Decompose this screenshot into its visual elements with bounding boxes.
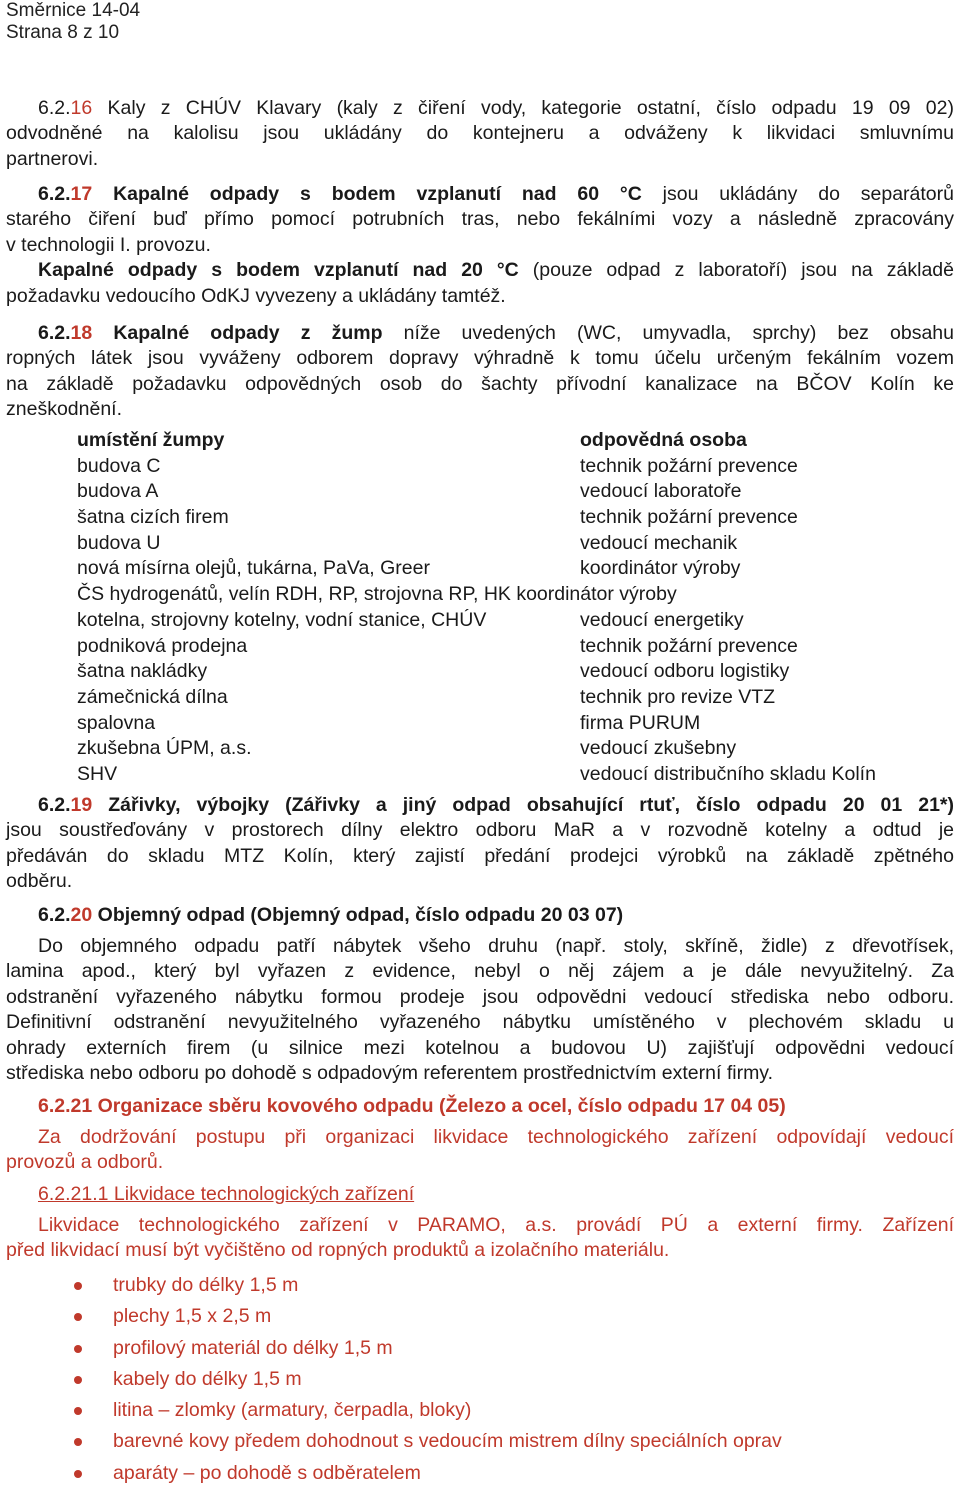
- cesspool-table: [77, 428, 957, 788]
- table-cell: šatna nakládky: [77, 660, 208, 683]
- section-title: Zářivky, výbojky (Zářivky a jiný odpad obsahující rtuť, číslo odpadu 20 01 21*): [92, 794, 954, 816]
- column-header-location: umístění žumpy: [77, 429, 225, 451]
- section-6-2-18: [6, 321, 954, 423]
- section-number-suffix: 16: [70, 97, 93, 119]
- document-id: Směrnice 14-04: [6, 0, 141, 21]
- list-item: [0, 1395, 960, 1426]
- list-item: [0, 1270, 960, 1301]
- section-text: střediska nebo odboru po dohodě s odpadovým referentem prostřednictvím externí firmy.: [6, 1062, 774, 1085]
- section-text: lamina apod., který byl vyřazen z evidence, nebyl o něj zájem a je dále nevyužitelný. Za: [6, 960, 954, 983]
- bullet-icon: [74, 1438, 82, 1446]
- section-text: ohrady externích firem (u silnice mezi kotelnou a budovou U) zajišťují odpovědni vedoucí: [6, 1036, 954, 1059]
- section-text: zneškodnění.: [6, 398, 123, 421]
- section-6-2-20-body: [6, 934, 954, 1086]
- list-item-text: aparáty – po dohodě s odběratelem: [113, 1461, 421, 1484]
- table-cell: kotelna, strojovny kotelny, vodní stanice, CHÚV: [77, 608, 487, 631]
- page-header: [6, 0, 140, 44]
- section-text: v technologii I. provozu.: [6, 233, 211, 256]
- subsection-title: 6.2.21.1 Likvidace technologických zařízení: [38, 1183, 415, 1205]
- section-number: 6.2.: [38, 97, 71, 119]
- section-text: odvodněné na kalolisu jsou ukládány do kontejneru a odváženy k likvidaci smluvnímu: [6, 122, 954, 145]
- bullet-icon: [74, 1470, 82, 1478]
- table-cell: budova A: [77, 480, 159, 503]
- table-cell: budova C: [77, 454, 161, 477]
- section-text: odstranění vyřazeného nábytku formou prodeje jsou odpovědni vedoucí střediska nebo odboru.: [6, 985, 954, 1008]
- table-cell: vedoucí laboratoře: [580, 480, 742, 503]
- bullet-icon: [74, 1313, 82, 1321]
- section-title: 6.2.21 Organizace sběru kovového odpadu (Železo a ocel, číslo odpadu 17 04 05): [38, 1095, 786, 1117]
- section-text: Za dodržování postupu při organizaci likvidace technologického zařízení odpovídají vedoucí: [38, 1126, 954, 1148]
- table-row: [77, 711, 957, 737]
- table-cell: ČS hydrogenátů, velín RDH, RP, strojovna RP, HK koordinátor výroby: [77, 583, 677, 606]
- page-number: Strana 8 z 10: [6, 22, 120, 43]
- list-item: [0, 1333, 960, 1364]
- section-6-2-21-1: [6, 1182, 954, 1207]
- table-row: [77, 736, 957, 762]
- table-row: [77, 582, 957, 608]
- section-number: 6.2.: [38, 794, 71, 816]
- section-number: 6.2.: [38, 904, 71, 926]
- table-cell: vedoucí mechanik: [580, 531, 738, 554]
- table-cell: technik požární prevence: [580, 454, 798, 477]
- table-cell: nová mísírna olejů, tukárna, PaVa, Greer: [77, 557, 430, 580]
- table-cell: technik požární prevence: [580, 634, 798, 657]
- list-item: [0, 1458, 960, 1489]
- section-number: 6.2.: [38, 183, 71, 205]
- list-item: [0, 1364, 960, 1395]
- section-text: níže uvedených (WC, umyvadla, sprchy) bez obsahu: [382, 322, 954, 344]
- section-6-2-21-body: [6, 1125, 954, 1176]
- table-row: [77, 531, 957, 557]
- section-title: Kapalné odpady s bodem vzplanutí nad 60 °C: [92, 183, 642, 205]
- section-title: Kapalné odpady z žump: [92, 322, 383, 344]
- table-cell: budova U: [77, 531, 161, 554]
- section-text: Kaly z CHÚV Klavary (kaly z čiření vody, kategorie ostatní, číslo odpadu 19 09 02): [92, 97, 954, 119]
- table-cell: koordinátor výroby: [580, 557, 741, 580]
- table-cell: firma PURUM: [580, 711, 701, 734]
- table-header: [77, 428, 957, 454]
- section-6-2-16: [6, 96, 954, 172]
- section-number-suffix: 19: [70, 794, 93, 816]
- table-row: [77, 659, 957, 685]
- section-number-suffix: 17: [70, 183, 93, 205]
- list-item: [0, 1301, 960, 1332]
- section-text: odběru.: [6, 870, 73, 893]
- section-text: starého čiření buď přímo pomocí potrubních tras, nebo fekálními vozy a následně zpracovány: [6, 208, 954, 231]
- section-text: Definitivní odstranění nevyužitelného vyřazeného nábytku umístěného v plechovém skladu u: [6, 1011, 954, 1034]
- bullet-icon: [74, 1345, 82, 1353]
- list-item-text: profilový materiál do délky 1,5 m: [113, 1336, 393, 1359]
- table-cell: technik požární prevence: [580, 506, 798, 529]
- section-text: provozů a odborů.: [6, 1151, 164, 1174]
- bullet-list: [0, 1270, 960, 1489]
- table-cell: zámečnická dílna: [77, 685, 228, 708]
- table-row: [77, 634, 957, 660]
- section-text: Do objemného odpadu patří nábytek všeho druhu (např. stoly, skříně, židle) z dřevotřísek,: [38, 935, 954, 957]
- column-header-responsible: odpovědná osoba: [580, 429, 747, 451]
- list-item-text: plechy 1,5 x 2,5 m: [113, 1305, 272, 1328]
- table-cell: technik pro revize VTZ: [580, 685, 776, 708]
- table-row: [77, 556, 957, 582]
- table-cell: vedoucí zkušebny: [580, 737, 737, 760]
- section-6-2-21: [6, 1094, 954, 1119]
- section-text: požadavku vedoucího OdKJ vyvezeny a ukládány tamtéž.: [6, 284, 506, 307]
- section-text: jsou soustřeďovány v prostorech dílny elektro odboru MaR a v rozvodně kotelny a odtud je: [6, 819, 954, 842]
- table-row: [77, 454, 957, 480]
- section-subtitle: Kapalné odpady s bodem vzplanutí nad 20 °C: [38, 259, 519, 282]
- list-item: [0, 1426, 960, 1457]
- section-number-suffix: 20: [70, 904, 93, 926]
- section-text: na základě požadavku odpovědných osob do šachty přívodní kanalizace na BČOV Kolín ke: [6, 372, 954, 395]
- section-text: předáván do skladu MTZ Kolín, který zajistí předání prodejci výrobků na základě zpětného: [6, 844, 954, 867]
- list-item-text: litina – zlomky (armatury, čerpadla, bloky): [113, 1399, 472, 1422]
- list-item-text: trubky do délky 1,5 m: [113, 1274, 299, 1296]
- table-row: [77, 762, 957, 788]
- table-cell: spalovna: [77, 711, 156, 734]
- table-cell: vedoucí distribučního skladu Kolín: [580, 762, 876, 785]
- section-title: Objemný odpad (Objemný odpad, číslo odpadu 20 03 07): [92, 904, 624, 926]
- table-cell: SHV: [77, 762, 118, 785]
- section-text: jsou ukládány do separátorů: [641, 183, 954, 205]
- list-item-text: kabely do délky 1,5 m: [113, 1367, 302, 1390]
- table-row: [77, 479, 957, 505]
- table-row: [77, 608, 957, 634]
- list-item-text: barevné kovy předem dohodnout s vedoucím mistrem dílny speciálních oprav: [113, 1430, 782, 1453]
- table-row: [77, 505, 957, 531]
- table-row: [77, 685, 957, 711]
- section-6-2-19: [6, 793, 954, 895]
- table-cell: šatna cizích firem: [77, 506, 229, 529]
- section-text: Likvidace technologického zařízení v PARAMO, a.s. provádí PÚ a externí firmy. Zařízení: [38, 1214, 954, 1236]
- section-number-suffix: 18: [70, 322, 93, 344]
- section-number: 6.2.: [38, 322, 71, 344]
- table-cell: podniková prodejna: [77, 634, 248, 657]
- section-text: (pouze odpad z laboratoří) jsou na základě: [518, 259, 955, 282]
- section-6-2-17: [6, 182, 954, 309]
- table-cell: zkušebna ÚPM, a.s.: [77, 737, 252, 760]
- table-cell: vedoucí odboru logistiky: [580, 660, 790, 683]
- section-text: před likvidací musí být vyčištěno od ropných produktů a izolačního materiálu.: [6, 1239, 670, 1262]
- section-6-2-20: [6, 903, 954, 928]
- section-6-2-21-1-body: [6, 1213, 954, 1264]
- section-text: ropných látek jsou vyváženy odborem dopravy výhradně k tomu účelu určeným fekálním vozem: [6, 347, 954, 370]
- bullet-icon: [74, 1376, 82, 1384]
- bullet-icon: [74, 1282, 82, 1290]
- table-cell: vedoucí energetiky: [580, 608, 744, 631]
- section-text: partnerovi.: [6, 147, 99, 170]
- bullet-icon: [74, 1407, 82, 1415]
